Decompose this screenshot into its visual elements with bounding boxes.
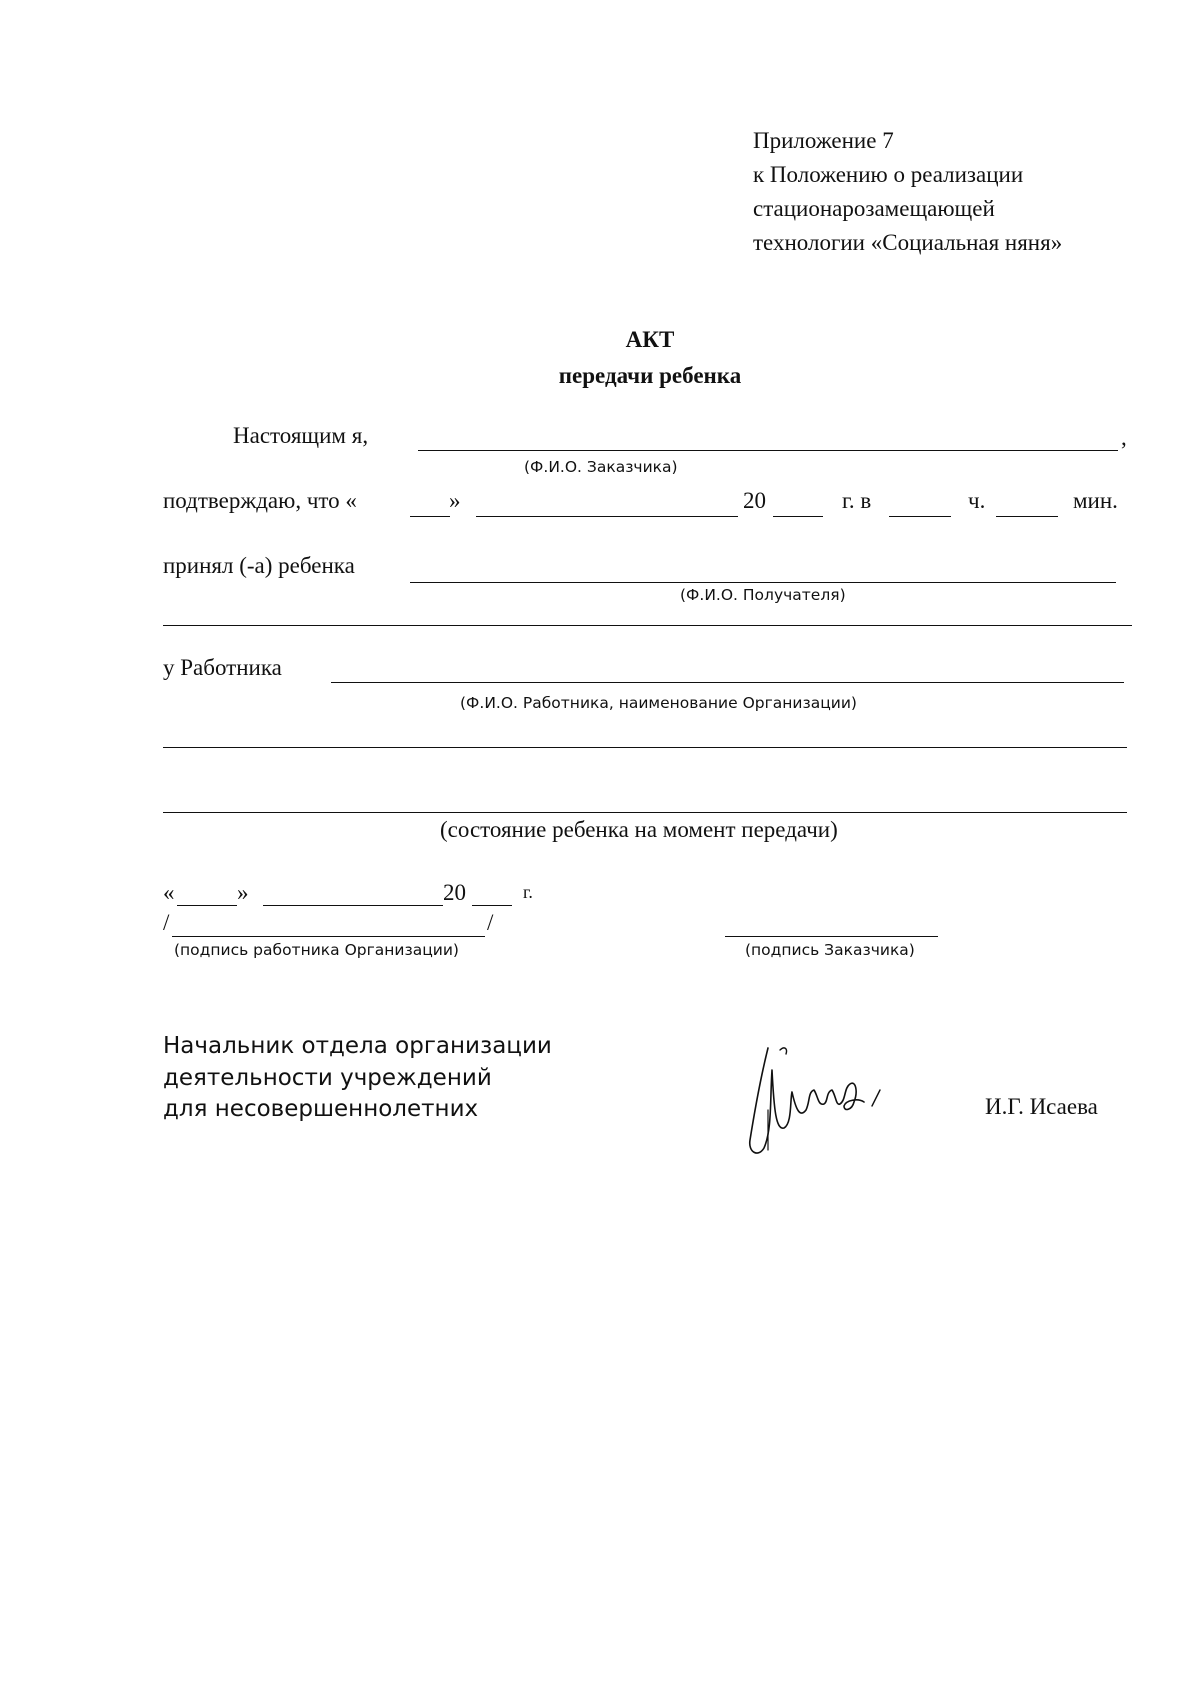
intro-label: Настоящим я, [233,423,369,448]
accepted-label: принял (-а) ребенка [163,553,355,578]
date-month-field[interactable] [263,905,443,906]
child-state-field[interactable] [163,812,1127,813]
confirm-year-field[interactable] [773,516,823,517]
date-day-field[interactable] [177,905,237,906]
document-subtitle: передачи ребенка [558,363,742,388]
recipient-caption: (Ф.И.О. Получателя) [680,586,846,604]
footer-signatory-name: И.Г. Исаева [985,1094,1098,1119]
date-year-prefix: 20 [443,880,466,905]
date-year-field[interactable] [472,905,512,906]
worker-signature-field[interactable] [172,936,485,937]
footer-position-line-2: деятельности учреждений [163,1065,492,1091]
worker-caption: (Ф.И.О. Работника, наименование Организации) [460,694,857,712]
footer-position-line-3: для несовершеннолетних [163,1096,479,1122]
appendix-line-1: Приложение 7 [753,128,894,153]
confirm-day-field[interactable] [410,516,450,517]
child-state-caption: (состояние ребенка на момент передачи) [440,817,838,842]
intro-comma: , [1121,425,1127,450]
customer-caption: (Ф.И.О. Заказчика) [524,458,678,476]
confirm-minutes-label: мин. [1073,488,1118,513]
confirm-quote-close: » [449,488,461,513]
confirm-hours-field[interactable] [889,516,951,517]
appendix-line-2: к Положению о реализации [753,162,1024,187]
document-title: АКТ [625,327,675,352]
customer-sign-caption: (подпись Заказчика) [745,941,915,959]
worker-name-field-continued[interactable] [163,747,1127,748]
worker-sign-slash-right: / [487,910,494,935]
date-year-suffix: г. [523,882,533,902]
confirm-minutes-field[interactable] [996,516,1058,517]
confirm-time-label: г. в [842,488,872,513]
recipient-name-field-continued[interactable] [163,625,1132,626]
confirm-year-prefix: 20 [743,488,766,513]
worker-label: у Работника [163,655,282,680]
worker-name-field[interactable] [331,682,1124,683]
recipient-name-field[interactable] [410,582,1116,583]
date-quote-open: « [163,880,175,905]
footer-position-line-1: Начальник отдела организации [163,1033,552,1059]
appendix-line-3: стационарозамещающей [753,196,995,221]
worker-sign-slash-left: / [163,910,170,935]
customer-signature-field[interactable] [725,936,938,937]
worker-sign-caption: (подпись работника Организации) [174,941,459,959]
date-quote-close: » [237,880,249,905]
handwritten-signature [740,1040,900,1160]
confirm-hours-label: ч. [968,488,986,513]
confirm-month-field[interactable] [476,516,738,517]
customer-name-field[interactable] [418,450,1118,451]
appendix-line-4: технологии «Социальная няня» [753,230,1063,255]
confirm-label: подтверждаю, что « [163,488,357,513]
